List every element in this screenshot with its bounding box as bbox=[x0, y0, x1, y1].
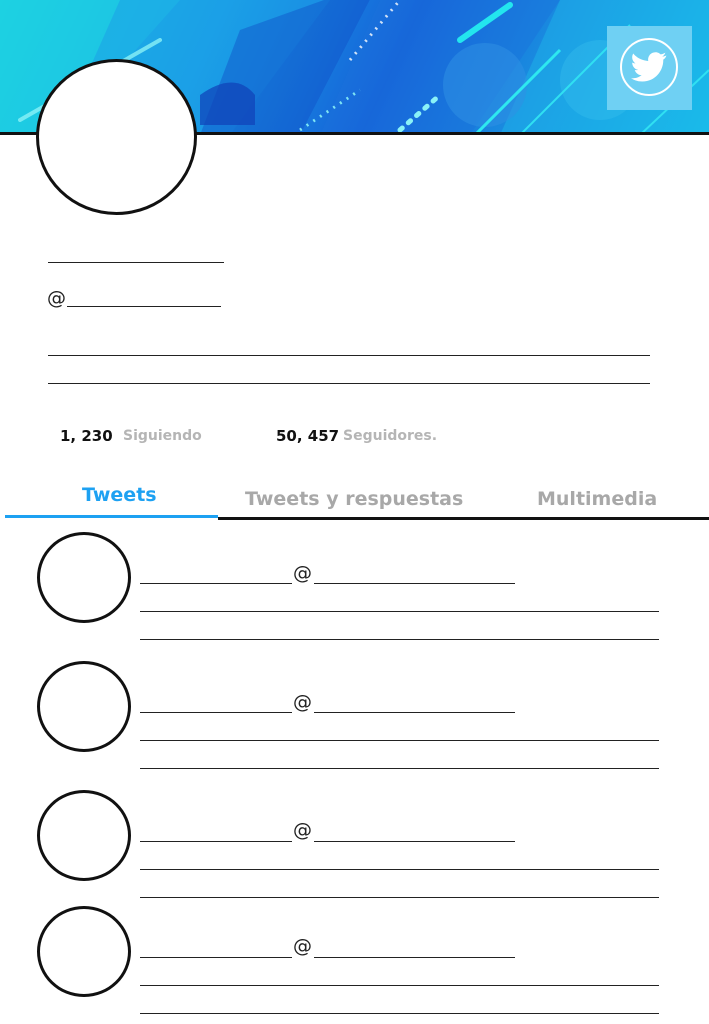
tweet-text-line bbox=[140, 639, 659, 640]
tab-tweets[interactable]: Tweets bbox=[82, 484, 157, 506]
tab-media[interactable]: Multimedia bbox=[537, 488, 658, 510]
tweet-handle-line bbox=[314, 712, 515, 713]
tweet-handle-line bbox=[314, 841, 515, 842]
name-blank-line bbox=[48, 262, 224, 263]
tweet-text-line bbox=[140, 768, 659, 769]
tab-tweets-and-replies[interactable]: Tweets y respuestas bbox=[245, 488, 464, 510]
tweet-text-line bbox=[140, 1013, 659, 1014]
tweet-at-sign: @ bbox=[293, 819, 312, 841]
twitter-bird-icon bbox=[631, 51, 667, 83]
tabs-divider bbox=[218, 517, 709, 520]
following-label[interactable]: Siguiendo bbox=[123, 428, 202, 444]
tweet-text-line bbox=[140, 869, 659, 870]
followers-count[interactable]: 50, 457 bbox=[276, 427, 340, 445]
following-count[interactable]: 1, 230 bbox=[60, 427, 113, 445]
tweet-handle-line bbox=[314, 583, 515, 584]
followers-label[interactable]: Seguidores. bbox=[343, 428, 438, 444]
tweet-avatar[interactable] bbox=[37, 532, 131, 623]
profile-avatar[interactable] bbox=[36, 59, 197, 215]
tweet-text-line bbox=[140, 897, 659, 898]
handle-blank-line bbox=[67, 306, 221, 307]
tweet-at-sign: @ bbox=[293, 691, 312, 713]
tweet-text-line bbox=[140, 611, 659, 612]
tweet-handle-line bbox=[314, 957, 515, 958]
tweet-at-sign: @ bbox=[293, 935, 312, 957]
tweet-name-line bbox=[140, 841, 292, 842]
tweet-at-sign: @ bbox=[293, 562, 312, 584]
tweet-text-line bbox=[140, 985, 659, 986]
tweet-avatar[interactable] bbox=[37, 790, 131, 881]
handle-at-sign: @ bbox=[47, 287, 66, 309]
tweet-name-line bbox=[140, 712, 292, 713]
tab-active-indicator bbox=[5, 515, 218, 518]
tweet-avatar[interactable] bbox=[37, 906, 131, 997]
bio-blank-line-1 bbox=[48, 355, 650, 356]
tweet-name-line bbox=[140, 957, 292, 958]
twitter-logo bbox=[607, 26, 692, 110]
tweet-avatar[interactable] bbox=[37, 661, 131, 752]
tweet-text-line bbox=[140, 740, 659, 741]
bio-blank-line-2 bbox=[48, 383, 650, 384]
tweet-name-line bbox=[140, 583, 292, 584]
